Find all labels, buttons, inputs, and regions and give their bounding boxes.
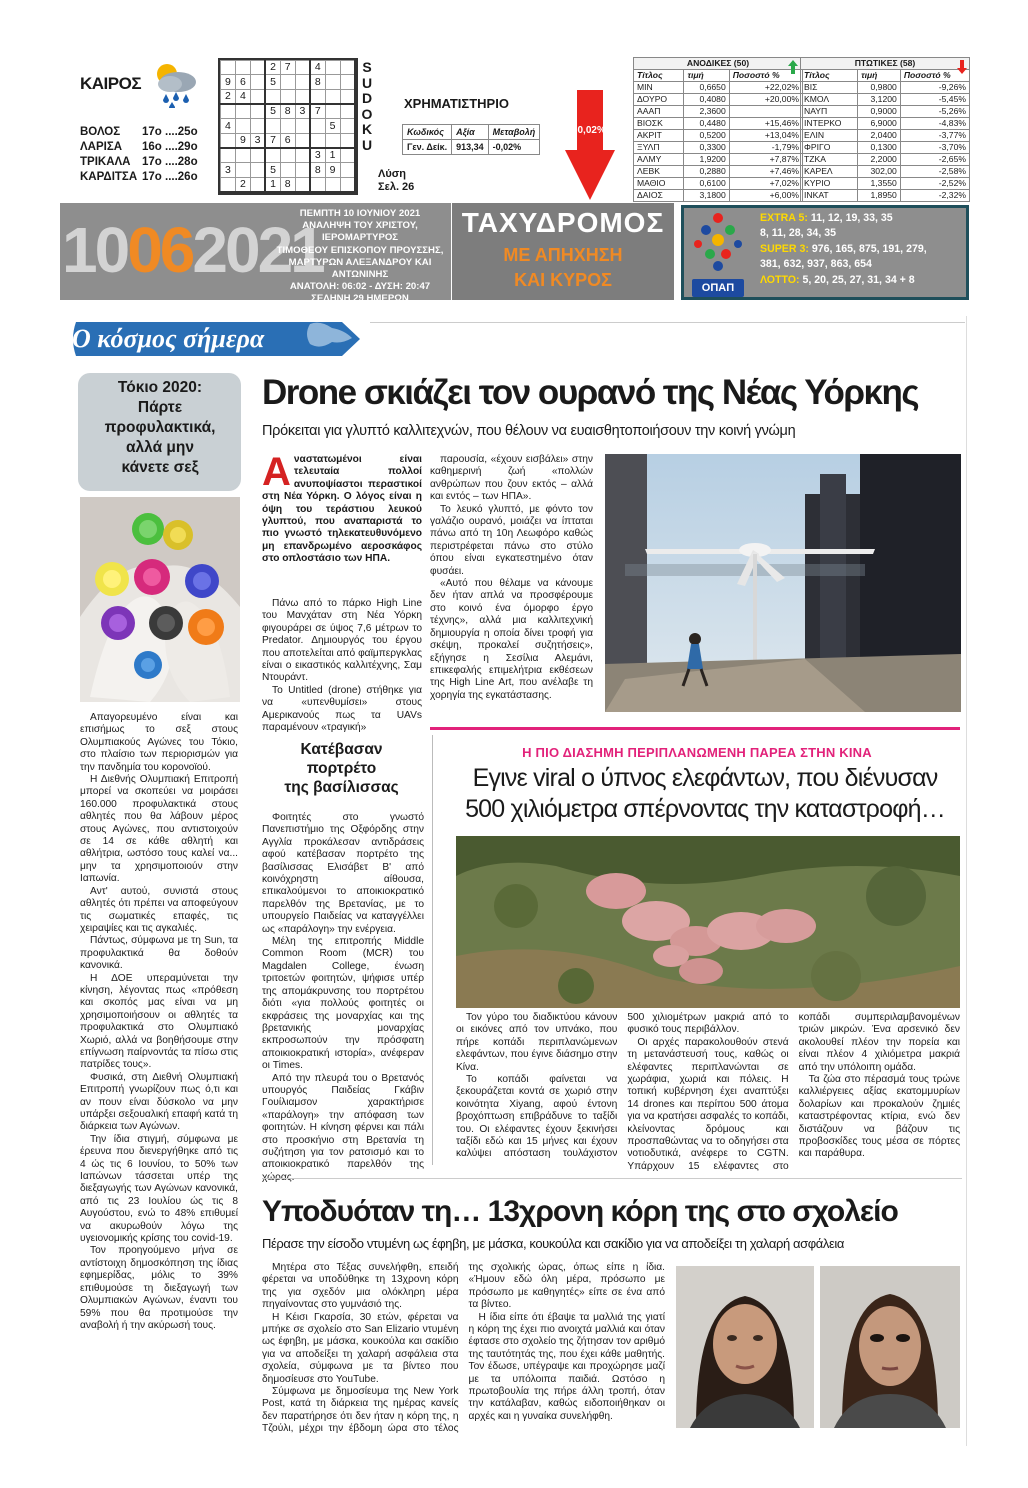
sudoku-cell (325, 177, 340, 192)
sudoku-cell (325, 104, 340, 119)
sudoku-cell (325, 75, 340, 89)
sudoku-cell (250, 163, 265, 177)
sudoku-cell: 1 (265, 177, 280, 192)
table-cell (729, 106, 802, 118)
sudoku-cell (280, 75, 295, 89)
table-cell: 302,00 (858, 166, 901, 178)
table-row (634, 82, 803, 94)
school-article-body: Μητέρα στο Τέξας συνελήφθη, επειδή φέρεται να υποδύθηκε τη 13χρονη κόρη της για σχεδόν μια ολόκληρη μέρα πηγαίνοντας στο γυμνάσιό της. Η Κέισι Γκαρσία, 30 ετών, φέρεται να μπήκε σε σχολείο στο San Elizario ντυμένη ως έφηβη, με μάσκα, κουκούλα και σακίδιο για να αποδείξει τη χαλαρή ασφάλεια στα σχολεία, σύμφωνα με τα βίντεο που δημοσίευσε στο YouTube. Σύμφωνα με δημοσίευμα της New York Post, κατά τη διάρκεια της ημέρας κανείς δεν παρατήρησε ότι δεν ήταν η κόρη της, η Τζούλι, μέχρι την έβδομη ώρα στο τέλος της σχολικής ώρας, όπως είπε η ίδια. «Ήμουν εδώ όλη μέρα, πρόσωπο με πρόσωπο με καθηγητές» είπε σε ένα από τα βίντεο. Η ίδια είπε ότι έβαψε τα μαλλιά της γιατί η κόρη της έχει πιο ανοιχτά μαλλιά και όταν έφτασε στο σχολείο της ζήτησαν τον αριθμό της ταυτότητάς της, που έχει κάθε μαθητής. Τον έδωσε, υπέγραψε και προχώρησε μαζί με τα υπόλοιπα παιδιά. Ωστόσο η πρωτοβουλία της πήρε άλλη τροπή, όταν την κατάλαβαν, καθώς ειδοποιήθηκαν οι αρχές και η γυναίκα συνελήφθη. (262, 1262, 665, 1435)
sudoku-cell (310, 89, 325, 104)
table-row (801, 94, 970, 106)
opap-line: 381, 632, 937, 863, 654 (760, 258, 872, 271)
table-cell: -9,26% (900, 82, 969, 94)
sudoku-cell (340, 163, 355, 177)
sidebar-article-body: Απαγορευμένο είναι και επισήμως το σεξ στους Ολυμπιακούς Αγώνες του Τόκιο, στο πλαίσιο των περιορισμών για την πανδημία του κορονοϊού. Η Διεθνής Ολυμπιακή Επιτροπή μπορεί να σκοπεύει να μοιράσει 160.000 προφυλακτικά στους αθλητές που θα λάβουν μέρος στους Αγώνες, που αντιστοιχούν σε 14 σε κάθε αθλητή και αθλήτρια, ωστόσο τους καλεί να... μην τα χρησιμοποιούν στην Ιαπωνία. Αντ' αυτού, συνιστά στους αθλητές ότι πρέπει να αποφεύγουν τις σωματικές επαφές, τις χειραψίες και τις αγκαλιές. Πάντως, σύμφωνα με τη Sun, τα προφυλακτικά θα δοθούν κανονικά. Η ΔΟΕ υπεραμύνεται την κίνηση, λέγοντας πως «πρόθεση και σκοπός μας είναι να μη χρησιμοποιήσουν οι αθλητές τα προφυλακτικά στο Ολυμπιακό Χωριό, αλλά να βοηθήσουμε στην επίγνωση παίρνοντάς τα πίσω στις πατρίδες τους». Φυσικά, στη Διεθνή Ολυμπιακή Επιτροπή γνωρίζουν πως ό,τι και αν πουν είναι δύσκολο να μην υπάρξει σεξουαλική επαφή κατά τη διάρκεια των Αγώνων. Την ίδια στιγμή, σύμφωνα με έρευνα που διενεργήθηκε από τις 4 ώς τις 6 Ιουνίου, το 50% των Ιαπώνων τάσσεται υπέρ της διεξαγωγής των Αγώνων κανονικά, από τις 23 Ιουλίου ώς τις 8 Αυγούστου, ενώ το 48% επιθυμεί να ακυρωθούν λόγω της υγειονομικής κρίσης του covid-19. Τον προηγούμενο μήνα σε αντίστοιχη δημοσκόπηση της ίδιας εφημερίδας, μόλις το 39% επιθυμούσε τη διεξαγωγή των Ολυμπιακών Αγώνων, έναντι του 59% που θα προτιμούσε την αναβολή ή την ακύρωσή τους. (80, 712, 238, 1331)
sudoku-cell (250, 177, 265, 192)
sudoku-cell (235, 163, 250, 177)
table-row (634, 58, 803, 70)
mugshot-photo (820, 1266, 960, 1428)
sudoku-cell: 5 (325, 119, 340, 133)
table-cell: ΑΝΟΔΙΚΕΣ (50) (634, 58, 803, 70)
table-cell: 0,9800 (858, 82, 901, 94)
table-cell: ΤΖΚΑ (801, 154, 858, 166)
sudoku-solution: Λύση Σελ. 26 (378, 168, 415, 193)
up-arrow-icon (788, 60, 798, 74)
table-cell: ΚΑΡΕΛ (801, 166, 858, 178)
table-cell: ΛΕΒΚ (634, 166, 684, 178)
sudoku-cell: 6 (235, 75, 250, 89)
table-cell: 2,3600 (684, 106, 729, 118)
sudoku-cell: 4 (310, 61, 325, 75)
mugshot-photo (676, 1266, 814, 1428)
weather-row: ΚΑΡΔΙΤΣΑ 17ο ....26ο (80, 171, 198, 183)
table-cell: +7,46% (729, 166, 802, 178)
table-cell: ΒΙΣ (801, 82, 858, 94)
sudoku-cell (340, 119, 355, 133)
table-cell: -4,83% (900, 118, 969, 130)
table-row (634, 130, 803, 142)
opap-logo-icon (692, 212, 744, 276)
table-cell: ΒΙΟΣΚ (634, 118, 684, 130)
table-cell: Ποσοστό % (900, 70, 969, 82)
drone-headline: Drone σκιάζει τον ουρανό της Νέας Υόρκης (262, 373, 919, 412)
date-info: ΠΕΜΠΤΗ 10 ΙΟΥΝΙΟΥ 2021 ΑΝΑΛΗΨΗ ΤΟΥ ΧΡΙΣΤΟΥ, ΙΕΡΟΜΑΡΤΥΡΟΣ ΤΙΜΟΘΕΟΥ ΕΠΙΣΚΟΠΟΥ ΠΡΟΥΣΣΗΣ, ΜΑΡΤΥΡΩΝ ΑΛΕΞΑΝΔΡΟΥ ΚΑΙ ΑΝΤΩΝΙΝΗΣ ΑΝΑΤΟΛΗ: 06:02 - ΔΥΣΗ: 20:47 ΣΕΛΗΝΗ 29 ΗΜΕΡΩΝ (276, 208, 444, 305)
weather-row: ΛΑΡΙΣΑ 16ο ....29ο (80, 141, 198, 153)
sudoku-cell: 4 (235, 89, 250, 104)
table-cell: 0,4080 (684, 94, 729, 106)
sudoku-grid (218, 58, 358, 195)
opap-line: SUPER 3: 976, 165, 875, 191, 279, (760, 242, 927, 255)
sudoku-cell (280, 119, 295, 133)
sudoku-cell (310, 133, 325, 148)
table-cell: +15,46% (729, 118, 802, 130)
sudoku-letter: S (362, 59, 372, 75)
sudoku-cell (250, 61, 265, 75)
losers-table (800, 57, 970, 202)
table-cell: 3,1800 (684, 190, 729, 202)
sudoku-cell (265, 89, 280, 104)
table-cell: ΞΥΛΠ (634, 142, 684, 154)
sudoku-letter: U (361, 74, 373, 91)
sudoku-cell (250, 89, 265, 104)
sudoku-cell (221, 61, 236, 75)
table-row (801, 70, 970, 82)
table-row (801, 82, 970, 94)
table-row (801, 178, 970, 190)
drone-subheadline: Πρόκειται για γλυπτό καλλιτεχνών, που θέλουν να ευαισθητοποιήσουν την κοινή γνώμη (262, 423, 796, 439)
table-cell: 0,4480 (684, 118, 729, 130)
date-number: 10062021 (62, 214, 323, 286)
table-cell: +7,02% (729, 178, 802, 190)
sudoku-cell: 8 (280, 104, 295, 119)
sudoku-cell (250, 119, 265, 133)
table-row (634, 70, 803, 82)
down-arrow-small-icon (957, 60, 967, 74)
table-row (801, 58, 970, 70)
table-cell: +13,04% (729, 130, 802, 142)
table-row (634, 178, 803, 190)
sleeping-elephants-photo (456, 836, 960, 1008)
opap-lines (760, 211, 965, 288)
table-row (634, 142, 803, 154)
section-divider (262, 1178, 962, 1179)
sudoku-cell (340, 133, 355, 148)
sudoku-letter: K (361, 121, 373, 137)
rain-cloud-icon (152, 60, 200, 108)
table-cell: +22,02% (729, 82, 802, 94)
table-cell: 0,9000 (858, 106, 901, 118)
table-cell: ΜΑΘΙΟ (634, 178, 684, 190)
table-row (801, 142, 970, 154)
sudoku-cell (310, 119, 325, 133)
sudoku-cell (295, 148, 310, 163)
table-cell: ΕΛΙΝ (801, 130, 858, 142)
sudoku-word (360, 60, 374, 153)
sudoku-cell (340, 61, 355, 75)
sudoku-cell (280, 89, 295, 104)
table-cell: 0,6100 (684, 178, 729, 190)
opap-logo-text: ΟΠΑΠ (692, 279, 744, 297)
sudoku-cell (295, 133, 310, 148)
sudoku-cell: 9 (235, 133, 250, 148)
sudoku-cell (340, 75, 355, 89)
weather-row: ΒΟΛΟΣ 17ο ....25ο (80, 126, 198, 138)
table-cell: 1,8950 (858, 190, 901, 202)
table-cell: ΑΛΜΥ (634, 154, 684, 166)
down-arrow-icon (565, 90, 615, 200)
table-cell: -2,65% (900, 154, 969, 166)
table-cell: 0,1300 (858, 142, 901, 154)
page-rule (966, 316, 967, 1446)
table-cell: ΔΟΥΡΟ (634, 94, 684, 106)
table-cell: -3,70% (900, 142, 969, 154)
sudoku-cell: 3 (221, 163, 236, 177)
drone-body-col2: παρουσία, «έχουν εισβάλει» στην καθημερινή ζωή «πολλών ανθρώπων που ζουν εκτός – αλλά και εντός – των ΗΠΑ». Το λευκό γλυπτό, με φόντο τον γαλάζιο ουρανό, μοιάζει να ίπταται πάνω από τη 10η Λεωφόρο καθώς περιστρέφεται πάνω στο στύλο όπου είναι εγκατεστημένο όταν φυσάει. «Αυτό που θέλαμε να κάνουμε δεν ήταν απλά να προσφέρουμε στο κοινό ένα όμορφο έργο τέχνης», αλλά μια καλλιτεχνική δημιουργία η οποία δίνει τροφή για σκέψη, προκαλεί συζητήσεις», εξήγησε η Σεσίλια Αλεμάνι, επικεφαλής επιμελήτρια εκθέσεων της High Line Art, που ανέλαβε τη χορηγία της εγκατάστασης. (430, 454, 593, 701)
elephants-article-body: Τον γύρο του διαδικτύου κάνουν οι εικόνες από τον υπνάκο, που πήρε κοπάδι περιπλανώμενων ελεφάντων, που έγινε διάσημο στην Κίνα. Το κοπάδι φαίνεται να ξεκουράζεται κοντά σε χωριό στην κοινότητα Xiyang, αφού έντονη βροχόπτωση επιβράδυνε το ταξίδι του. Οι ελέφαντες έχουν ξεκινήσει ταξίδι εδώ και 15 μήνες και έχουν καλύψει απόσταση τουλάχιστον 500 χιλιομέτρων μακριά από το φυσικό τους περιβάλλον. Οι αρχές παρακολουθούν στενά τη μετανάστευσή τους, καθώς οι ελέφαντες περιπλανώνται σε χωράφια, χωριά και πόλεις. Η τοπική κυβέρνηση έχει αναπτύξει 14 drones και περίπου 500 άτομα για να κρατήσει ασφαλές το κοπάδι, κλείνοντας δρόμους και προσπαθώντας να το οδηγήσει στα νοτιοδυτικά, ανέφερε το CGTN. Υπάρχουν 15 ελέφαντες στο κοπάδι συμπεριλαμβανομένων τριών μικρών. Ένα αρσενικό δεν ακολουθεί πλέον την πορεία και είναι πλέον 4 χιλιόμετρα μακριά από την υπόλοιπη ομάδα. Τα ζώα στο πέρασμά τους τρώνε καλλιέργειες αξίας εκατομμυρίων δολαρίων και προκαλούν ζημιές καταστρέφοντας κτίρια, ενώ δεν διστάζουν να βάζουν τις προβοσκίδες τους μέσα σε πόρτες και παράθυρα. (456, 1012, 960, 1172)
table-cell: ΚΥΡΙΟ (801, 178, 858, 190)
table-cell: Ποσοστό % (729, 70, 802, 82)
table-cell: Τίτλος (634, 70, 684, 82)
sudoku-cell (265, 148, 280, 163)
sudoku-cell: 7 (265, 133, 280, 148)
table-cell: -5,45% (900, 94, 969, 106)
table-cell: Τίτλος (801, 70, 858, 82)
sudoku-cell: 5 (265, 75, 280, 89)
drone-body-col1: Πάνω από το πάρκο High Line του Μανχάταν στη Νέα Υόρκη φιγουράρει σε ύψος 7,6 μέτρων το Predator. Δημιουργός του έργου που αποτελείται από φαϊμπεργκλας είναι ο εικαστικός καλλιτέχνης, Σαμ Ντουράντ. Το Untitled (drone) στήθηκε για να «υπενθυμίσει» στους Αμερικανούς πως τα UAVs παραμένουν «τραγική» (262, 598, 422, 734)
taxydromos-title: ΤΑΧΥΔΡΟΜΟΣ (461, 207, 665, 238)
sudoku-cell: 5 (265, 104, 280, 119)
table-row (634, 166, 803, 178)
weather-row: ΤΡΙΚΑΛΑ 17ο ....28ο (80, 156, 198, 168)
sudoku-cell (235, 61, 250, 75)
table-cell: 0,6650 (684, 82, 729, 94)
taxydromos-subtitle: ΚΑΙ ΚΥΡΟΣ (514, 270, 612, 290)
sudoku-letter: D (361, 90, 373, 106)
sudoku-cell (295, 75, 310, 89)
table-cell: 0,3300 (684, 142, 729, 154)
table-cell: +6,00% (729, 190, 802, 202)
sudoku-cell (235, 104, 250, 119)
section-rule (370, 322, 965, 323)
table-row (634, 190, 803, 202)
queen-headline: Κατέβασαν πορτρέτο της βασίλισσας (284, 741, 399, 796)
table-cell: -1,79% (729, 142, 802, 154)
school-subheadline: Πέρασε την είσοδο ντυμένη ως έφηβη, με μάσκα, κουκούλα και σακίδιο για να αποδείξει τη χαλαρή ασφάλεια (262, 1236, 844, 1251)
gainers-table (633, 57, 803, 202)
table-cell: ΑΑΑΠ (634, 106, 684, 118)
table-cell: ΙΝΤΕΡΚΟ (801, 118, 858, 130)
drone-sculpture-photo (605, 454, 961, 712)
table-cell: τιμή (858, 70, 901, 82)
sidebar-headline: Τόκιο 2020: Πάρτε προφυλακτικά, αλλά μην κάνετε σεξ (104, 379, 216, 476)
sudoku-cell (250, 148, 265, 163)
sudoku-cell: 5 (265, 163, 280, 177)
sudoku-letter: U (361, 136, 373, 153)
sudoku-cell (235, 148, 250, 163)
sudoku-cell: 9 (221, 75, 236, 89)
sudoku-cell: 8 (310, 163, 325, 177)
weather-box (62, 60, 210, 195)
sudoku-cell (250, 75, 265, 89)
table-row (634, 94, 803, 106)
table-row (801, 130, 970, 142)
sudoku-cell (250, 104, 265, 119)
sudoku-cell (295, 61, 310, 75)
table-cell: ΝΑΥΠ (801, 106, 858, 118)
table-cell: ΠΤΩΤΙΚΕΣ (58) (801, 58, 970, 70)
sudoku-cell: 6 (280, 133, 295, 148)
sudoku-cell (340, 177, 355, 192)
sudoku-cell (280, 148, 295, 163)
table-row (634, 106, 803, 118)
index-change-label: -0,02% (574, 125, 606, 136)
sudoku-cell: 8 (280, 177, 295, 192)
sudoku-cell: 3 (295, 104, 310, 119)
queen-article-body: Φοιτητές στο γνωστό Πανεπιστήμιο της Οξφόρδης στην Αγγλία προκάλεσαν αντιδράσεις αφού κατέβασαν πορτρέτο της βασίλισσας Ελισάβετ Β' από κοινόχρηστη αίθουσα, επικαλούμενοι το αποικιοκρατικό παρελθόν της Βρετανίας, με το υπουργείο Παιδείας να καταγγέλλει ως «παράλογη» την ενέργεια. Μέλη της επιτροπής Middle Common Room (MCR) του Magdalen College, ένωση τριτοετών φοιτητών, ψήφισε υπέρ της απομάκρυνσης του πορτρέτου διότι «για πολλούς φοιτητές οι εκφράσεις της μοναρχίας και της βρετανικής μοναρχίας εκπροσωπούν την πρόσφατη αποικιοκρατική ιστορία», ανέφεραν οι Times. Από την πλευρά του ο Βρετανός υπουργός Παιδείας Γκάβιν Γουίλιαμσον χαρακτήρισε «παράλογη» την απόφαση των φοιτητών. Η κίνηση φέρνει και πάλι στο προσκήνιο στη Βρετανία τη συζήτηση για τον ρατσισμό και το αποικιοκρατικό παρελθόν της χώρας. (262, 812, 424, 1183)
table-cell: 3,1200 (858, 94, 901, 106)
table-cell: ΜΙΝ (634, 82, 684, 94)
sudoku-cell (295, 119, 310, 133)
sudoku-cell (295, 177, 310, 192)
table-row (801, 106, 970, 118)
table-row (634, 118, 803, 130)
sudoku-cell (325, 133, 340, 148)
table-cell: 1,3550 (858, 178, 901, 190)
table-cell: ΑΚΡΙΤ (634, 130, 684, 142)
table-row (801, 190, 970, 202)
table-cell: -2,32% (900, 190, 969, 202)
table-cell: -3,77% (900, 130, 969, 142)
sudoku-cell (265, 119, 280, 133)
table-cell: 6,9000 (858, 118, 901, 130)
table-cell: -2,52% (900, 178, 969, 190)
sudoku-cell: 4 (221, 119, 236, 133)
column-rule (432, 735, 433, 1165)
table-cell: τιμή (684, 70, 729, 82)
sudoku-cell: 7 (280, 61, 295, 75)
sudoku-cell (340, 89, 355, 104)
sudoku-cell (221, 104, 236, 119)
table-cell: -5,26% (900, 106, 969, 118)
drone-lead: Αναστατωμένοι είναι τελευταία πολλοί ανυποψίαστοι περαστικοί στη Νέα Υόρκη. Ο λόγος είναι η όψη του τεράστιου λευκού γλυπτού, που αναπαριστά το πιο γνωστό τηλεκατευθυνόμενο μη επανδρωμένο αεροσκάφος στο οπλοστάσιο των ΗΠΑ. (262, 450, 422, 565)
sudoku-cell: 8 (310, 75, 325, 89)
sudoku-cell (340, 104, 355, 119)
table-cell: ΚΜΟΛ (801, 94, 858, 106)
table-cell: +7,87% (729, 154, 802, 166)
opap-line: EXTRA 5: 11, 12, 19, 33, 35 (760, 212, 893, 224)
table-cell: 1,9200 (684, 154, 729, 166)
sudoku-cell (295, 89, 310, 104)
sudoku-cell: 2 (221, 89, 236, 104)
taxydromos-subtitle: ΜΕ ΑΠΗΧΗΣΗ (503, 245, 623, 265)
sudoku-cell: 2 (235, 177, 250, 192)
dropcap: Α (262, 450, 291, 494)
sudoku-cell: 1 (325, 148, 340, 163)
table-row (801, 166, 970, 178)
section-title: Ο κόσμος σήμερα (72, 324, 265, 353)
table-cell: 0,2880 (684, 166, 729, 178)
sudoku-cell: 9 (325, 163, 340, 177)
table-row (634, 154, 803, 166)
opap-line: 8, 11, 28, 34, 35 (760, 227, 836, 240)
sudoku-cell: 3 (250, 133, 265, 148)
sudoku-cell (310, 177, 325, 192)
sudoku-cell (325, 89, 340, 104)
table-cell: +20,00% (729, 94, 802, 106)
sudoku-cell (221, 133, 236, 148)
sudoku-cell (280, 163, 295, 177)
table-cell: -2,58% (900, 166, 969, 178)
table-row (801, 154, 970, 166)
opap-line: ΛΟΤΤΟ: 5, 20, 25, 27, 31, 34 + 8 (760, 273, 915, 286)
weather-title: ΚΑΙΡΟΣ (80, 74, 142, 93)
sudoku-cell: 3 (310, 148, 325, 163)
table-cell: ΙΝΚΑΤ (801, 190, 858, 202)
table-cell: 0,5200 (684, 130, 729, 142)
table-cell: ΦΡΙΓΟ (801, 142, 858, 154)
sudoku-cell (235, 119, 250, 133)
sudoku-cell: 2 (265, 61, 280, 75)
elephants-kicker: Η ΠΙΟ ΔΙΑΣΗΜΗ ΠΕΡΙΠΛΑΝΩΜΕΝΗ ΠΑΡΕΑ ΣΤΗΝ ΚΙΝΑ (522, 745, 872, 760)
stock-index-table: Κωδικός Αξία Μεταβολή Γεν. Δείκ. 913,34 -0,02% (402, 124, 540, 155)
sudoku-cell (221, 148, 236, 163)
stock-title: ΧΡΗΜΑΤΙΣΤΗΡΙΟ (404, 96, 509, 111)
section-divider (430, 727, 960, 730)
table-cell: 2,2000 (858, 154, 901, 166)
table-cell: ΔΑΙΟΣ (634, 190, 684, 202)
table-cell: 2,0400 (858, 130, 901, 142)
sudoku-cell (221, 177, 236, 192)
sudoku-cell (340, 148, 355, 163)
school-headline: Υποδυόταν τη… 13χρονη κόρη της στο σχολείο (262, 1195, 898, 1228)
elephants-headline: Εγινε viral ο ύπνος ελεφάντων, που διένυσαν 500 χιλιόμετρα σπέρνοντας την καταστροφή… (465, 764, 945, 823)
sudoku-cell (295, 163, 310, 177)
condoms-in-hands-photo (80, 497, 240, 702)
sudoku-letter: O (361, 105, 373, 122)
sudoku-cell: 7 (310, 104, 325, 119)
table-row (801, 118, 970, 130)
sudoku-cell (325, 61, 340, 75)
